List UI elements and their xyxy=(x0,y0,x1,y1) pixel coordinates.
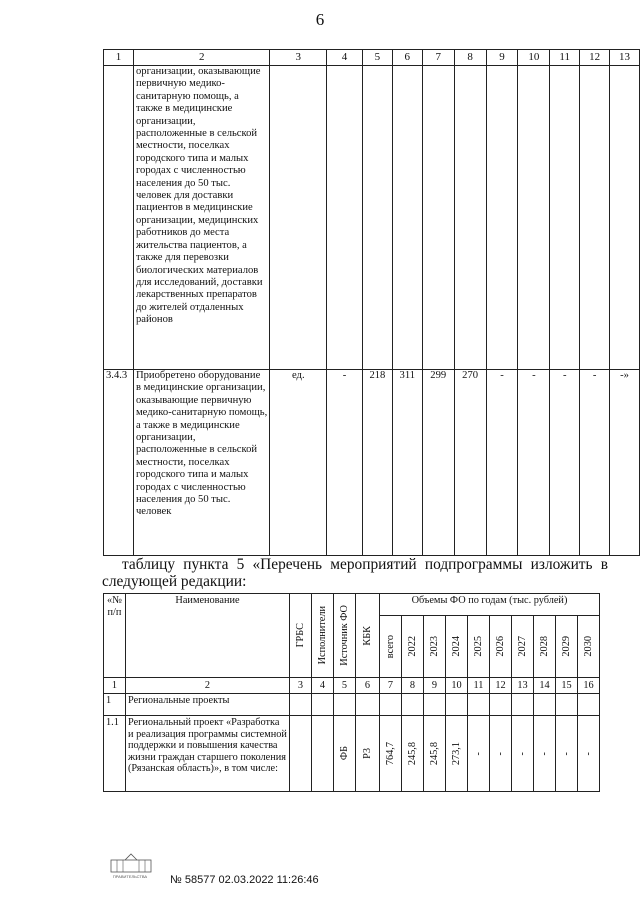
col-number: 15 xyxy=(556,678,578,694)
table-row xyxy=(104,694,600,716)
col-number: 13 xyxy=(610,50,640,66)
row-name: Приобретено оборудование в медицинские организации, оказывающие первичную медико-санитарную помощь, а также в медицинские организации, расположенные в сельской местности, поселках городского типа и малых городах с численностью населения до 50 тыс. человек xyxy=(133,370,270,556)
table-header-row xyxy=(104,50,640,66)
table-row xyxy=(104,370,640,556)
col-number: 3 xyxy=(290,678,312,694)
col-number: 4 xyxy=(327,50,363,66)
col-number: 1 xyxy=(104,50,134,66)
col-number: 9 xyxy=(486,50,518,66)
header-year: 2024 xyxy=(450,636,462,657)
cell-value: - xyxy=(472,751,484,756)
cell-value: - xyxy=(516,751,528,756)
col-number: 4 xyxy=(312,678,334,694)
row-name: Региональные проекты xyxy=(126,694,290,716)
cell-kbk: Р3 xyxy=(361,748,373,759)
header-year: 2030 xyxy=(582,636,594,657)
col-number: 12 xyxy=(580,50,610,66)
header-year: всего xyxy=(384,634,396,659)
header-source: Источник ФО xyxy=(338,605,350,666)
cell-value: 218 xyxy=(362,370,392,556)
cell-value: 764,7 xyxy=(384,741,396,766)
header-num: «№ п/п xyxy=(104,594,126,678)
header-year: 2028 xyxy=(538,636,550,657)
intro-paragraph xyxy=(102,556,608,590)
table-header-row xyxy=(104,594,600,616)
cell-value: 273,1 xyxy=(450,741,462,766)
header-year: 2023 xyxy=(428,636,440,657)
cell-value: - xyxy=(582,751,594,756)
row-number: 1 xyxy=(104,694,126,716)
cell-source: ФБ xyxy=(338,746,350,761)
row-name: Региональный проект «Разработка и реализация программы системной поддержки и повышения качества жизни граждан старшего поколения (Рязанская область)», в том числе: xyxy=(126,716,290,792)
header-executors: Исполнители xyxy=(316,606,328,665)
cell-value: 245,8 xyxy=(406,741,418,766)
cell-value: 299 xyxy=(422,370,454,556)
table-continuation xyxy=(103,49,640,556)
col-number: 14 xyxy=(534,678,556,694)
col-number: 9 xyxy=(424,678,446,694)
cell-value: - xyxy=(518,370,550,556)
page-number: 6 xyxy=(315,10,325,29)
col-number: 5 xyxy=(362,50,392,66)
government-logo-icon xyxy=(103,852,158,880)
col-number: 11 xyxy=(550,50,580,66)
col-number: 3 xyxy=(270,50,327,66)
header-name: Наименование xyxy=(126,594,290,678)
col-number: 5 xyxy=(334,678,356,694)
row-number: 3.4.3 xyxy=(104,370,134,556)
header-year: 2022 xyxy=(406,636,418,657)
cell-value: - xyxy=(494,751,506,756)
document-stamp: № 58577 02.03.2022 11:26:46 xyxy=(170,874,319,886)
header-volumes: Объемы ФО по годам (тыс. рублей) xyxy=(380,594,600,616)
col-number: 12 xyxy=(490,678,512,694)
header-year: 2029 xyxy=(560,636,572,657)
col-number: 6 xyxy=(356,678,380,694)
header-year: 2026 xyxy=(494,636,506,657)
cell-value: - xyxy=(580,370,610,556)
col-number: 10 xyxy=(446,678,468,694)
cell-value: - xyxy=(538,751,550,756)
table-activities xyxy=(103,593,600,792)
cell-unit: ед. xyxy=(270,370,327,556)
cell-value: - xyxy=(560,751,572,756)
cell-value: 270 xyxy=(454,370,486,556)
intro-line-2: следующей редакции: xyxy=(102,573,247,590)
cell-value: 245,8 xyxy=(428,741,440,766)
row-number: 1.1 xyxy=(104,716,126,792)
col-number: 10 xyxy=(518,50,550,66)
col-number: 11 xyxy=(468,678,490,694)
header-year: 2025 xyxy=(472,636,484,657)
cell-value: - xyxy=(327,370,363,556)
cell-value: -» xyxy=(610,370,640,556)
cell-value: - xyxy=(550,370,580,556)
col-number: 7 xyxy=(380,678,402,694)
cell-value: 311 xyxy=(392,370,422,556)
col-number: 7 xyxy=(422,50,454,66)
intro-line-1: таблицу пункта 5 «Перечень мероприятий подпрограммы изложить в xyxy=(122,556,608,573)
col-number: 16 xyxy=(578,678,600,694)
logo-caption: ПРАВИТЕЛЬСТВА xyxy=(112,874,148,879)
row-name: организации, оказывающие первичную медико-санитарную помощь, а также в медицинские организации, расположенные в сельской местности, поселках городского типа и малых городах с численностью населения до 50 тыс. человек для доставки пациентов в медицинские организации, медицинских работников до места жительства пациентов, а также для перевозки биологических материалов для исследований, доставки лекарственных препаратов до жителей отдаленных районов xyxy=(133,66,270,370)
col-number: 1 xyxy=(104,678,126,694)
col-number: 6 xyxy=(392,50,422,66)
header-kbk: КБК xyxy=(361,625,373,646)
table-row xyxy=(104,716,600,792)
header-grbs: ГРБС xyxy=(294,623,306,648)
col-number: 8 xyxy=(454,50,486,66)
col-number: 13 xyxy=(512,678,534,694)
col-number: 8 xyxy=(402,678,424,694)
col-number: 2 xyxy=(133,50,270,66)
header-year: 2027 xyxy=(516,636,528,657)
col-number: 2 xyxy=(126,678,290,694)
cell-value: - xyxy=(486,370,518,556)
table-row xyxy=(104,66,640,370)
table-number-row xyxy=(104,678,600,694)
